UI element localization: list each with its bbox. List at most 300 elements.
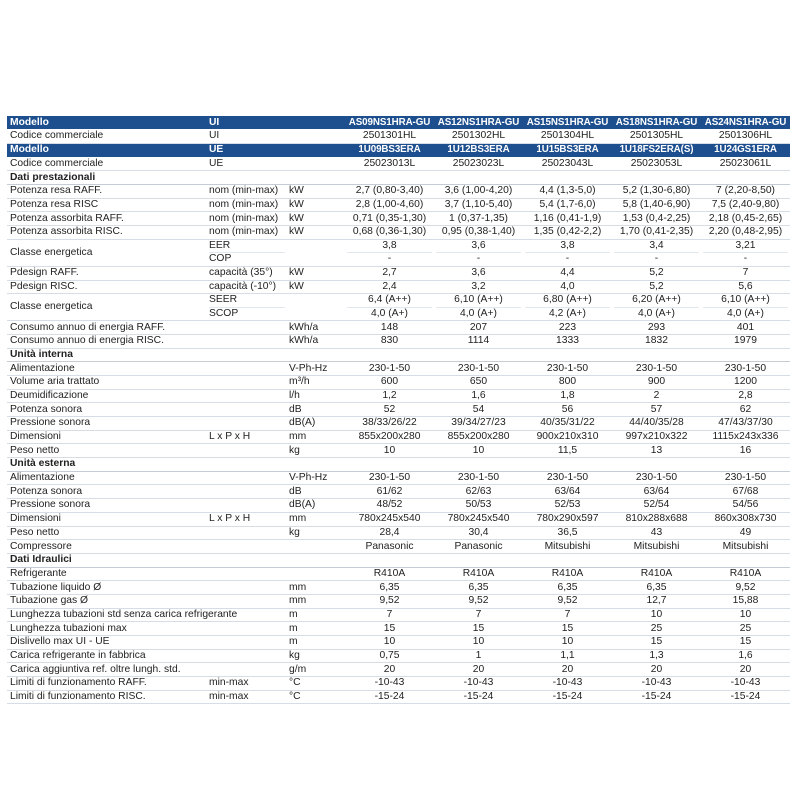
value-cell: 2,7	[345, 266, 434, 280]
value-cell: 40/35/31/22	[523, 417, 612, 431]
row-label: Volume aria trattato	[7, 375, 207, 389]
value-cell: 39/34/27/23	[434, 417, 523, 431]
section-header-row	[7, 458, 790, 472]
row-unit: V-Ph-Hz	[287, 471, 345, 485]
value-cell: 1,2	[345, 389, 434, 403]
value-cell: 780x245x540	[434, 512, 523, 526]
row-spec-line-2: SCOP	[209, 307, 285, 321]
value-cell: 2,7 (0,80-3,40)	[345, 185, 434, 199]
row-unit: m³/h	[287, 375, 345, 389]
value-cell: 20	[523, 663, 612, 677]
value-cell: 7	[434, 608, 523, 622]
row-spec: UI	[207, 116, 287, 130]
row-spec: UI	[207, 130, 287, 144]
row-label: Peso netto	[7, 444, 207, 458]
row-unit: kWh/a	[287, 334, 345, 348]
value-cell: 9,52	[434, 594, 523, 608]
value-cell: 2501301HL	[345, 130, 434, 144]
value-cell: 7	[701, 266, 790, 280]
value-line-2: -	[614, 252, 699, 266]
value-cell: 223	[523, 321, 612, 335]
spec-row	[7, 403, 790, 417]
value-cell: 1979	[701, 334, 790, 348]
value-cell: 2,20 (0,48-2,95)	[701, 226, 790, 240]
row-label: Potenza resa RISC	[7, 198, 207, 212]
row-spec	[207, 540, 287, 554]
row-unit: dB	[287, 485, 345, 499]
section-title: Unità interna	[7, 348, 790, 362]
value-cell: 401	[701, 321, 790, 335]
value-cell: 5,2	[612, 266, 701, 280]
row-label: Consumo annuo di energia RISC.	[7, 334, 207, 348]
value-cell: 1,8	[523, 389, 612, 403]
value-cell: 0,71 (0,35-1,30)	[345, 212, 434, 226]
value-cell: 600	[345, 375, 434, 389]
value-cell: R410A	[345, 567, 434, 581]
value-cell	[523, 239, 612, 266]
spec-row	[7, 512, 790, 526]
value-cell: 1115x243x336	[701, 430, 790, 444]
value-cell: 10	[523, 636, 612, 650]
value-cell: 28,4	[345, 526, 434, 540]
section-title: Dati Idraulici	[7, 553, 790, 567]
row-unit	[287, 130, 345, 144]
row-spec	[207, 594, 287, 608]
value-cell: 52	[345, 403, 434, 417]
row-spec: UE	[207, 143, 287, 157]
value-cell: 67/68	[701, 485, 790, 499]
value-cell	[523, 294, 612, 321]
value-cell: 1 (0,37-1,35)	[434, 212, 523, 226]
model-name-cell: 1U18FS2ERA(S)	[612, 143, 701, 157]
value-cell: 20	[701, 663, 790, 677]
value-line-1: 3,4	[649, 239, 664, 251]
spec-row	[7, 212, 790, 226]
value-cell: 6,35	[612, 581, 701, 595]
spec-row	[7, 198, 790, 212]
value-cell: 15	[434, 622, 523, 636]
value-cell: 5,6	[701, 280, 790, 294]
row-label: Dislivello max UI - UE	[7, 636, 207, 650]
row-unit: °C	[287, 677, 345, 691]
row-spec	[207, 622, 287, 636]
value-cell: 2,4	[345, 280, 434, 294]
row-label: Tubazione liquido Ø	[7, 581, 207, 595]
row-unit: kg	[287, 526, 345, 540]
row-label: Classe energetica	[7, 294, 207, 321]
value-cell: -10-43	[345, 677, 434, 691]
row-spec	[207, 334, 287, 348]
model-name-cell: 1U15BS3ERA	[523, 143, 612, 157]
value-cell: 47/43/37/30	[701, 417, 790, 431]
row-label: Lunghezza tubazioni std senza carica refrigerante	[7, 608, 207, 622]
row-label: Refrigerante	[7, 567, 207, 581]
value-cell: 2,8	[701, 389, 790, 403]
row-label: Potenza assorbita RAFF.	[7, 212, 207, 226]
value-cell: -10-43	[612, 677, 701, 691]
spec-row	[7, 239, 790, 266]
value-line-1: 3,8	[560, 239, 575, 251]
row-unit: kW	[287, 226, 345, 240]
value-cell: 230-1-50	[523, 362, 612, 376]
value-cell: 20	[434, 663, 523, 677]
section-title: Dati prestazionali	[7, 171, 790, 185]
row-unit	[287, 157, 345, 171]
row-label: Modello	[7, 116, 207, 130]
row-spec	[207, 526, 287, 540]
value-cell: 1832	[612, 334, 701, 348]
spec-row	[7, 417, 790, 431]
value-line-2: -	[347, 252, 432, 266]
value-cell: 900x210x310	[523, 430, 612, 444]
value-cell: 9,52	[523, 594, 612, 608]
row-unit: dB(A)	[287, 499, 345, 513]
value-cell: 63/64	[523, 485, 612, 499]
value-cell: 5,4 (1,7-6,0)	[523, 198, 612, 212]
value-cell: 7 (2,20-8,50)	[701, 185, 790, 199]
value-line-2: -	[703, 252, 788, 266]
row-spec	[207, 649, 287, 663]
value-cell: 52/54	[612, 499, 701, 513]
row-unit: kW	[287, 280, 345, 294]
row-label: Codice commerciale	[7, 157, 207, 171]
value-cell: Panasonic	[434, 540, 523, 554]
value-cell	[612, 239, 701, 266]
value-cell: 148	[345, 321, 434, 335]
value-line-2: -	[525, 252, 610, 266]
value-cell	[345, 294, 434, 321]
value-cell: 230-1-50	[345, 362, 434, 376]
value-cell: 61/62	[345, 485, 434, 499]
row-unit: kg	[287, 444, 345, 458]
row-spec-line-2: COP	[209, 252, 285, 266]
value-cell: 49	[701, 526, 790, 540]
value-cell: 230-1-50	[345, 471, 434, 485]
row-spec	[207, 417, 287, 431]
value-cell: -15-24	[701, 690, 790, 704]
value-cell: 780x290x597	[523, 512, 612, 526]
spec-row	[7, 130, 790, 144]
value-cell: 25023061L	[701, 157, 790, 171]
row-unit: dB(A)	[287, 417, 345, 431]
spec-row	[7, 608, 790, 622]
row-spec	[207, 321, 287, 335]
value-cell: 650	[434, 375, 523, 389]
value-cell: 900	[612, 375, 701, 389]
row-unit	[287, 294, 345, 321]
spec-row	[7, 499, 790, 513]
row-spec	[207, 362, 287, 376]
value-cell: 6,35	[434, 581, 523, 595]
row-label: Pressione sonora	[7, 499, 207, 513]
value-line-2: -	[436, 252, 521, 266]
value-cell: 4,4	[523, 266, 612, 280]
spec-row	[7, 540, 790, 554]
value-cell: -10-43	[434, 677, 523, 691]
value-line-1: 6,10 (A++)	[454, 294, 503, 306]
value-cell: 63/64	[612, 485, 701, 499]
row-spec: capacità (35°)	[207, 266, 287, 280]
value-cell: 54/56	[701, 499, 790, 513]
value-cell: 1,6	[701, 649, 790, 663]
spec-row	[7, 690, 790, 704]
value-cell	[701, 239, 790, 266]
value-cell: 15,88	[701, 594, 790, 608]
value-cell: -10-43	[701, 677, 790, 691]
model-name-cell: 1U09BS3ERA	[345, 143, 434, 157]
value-cell: 7	[345, 608, 434, 622]
value-cell: 5,2	[612, 280, 701, 294]
row-label: Pdesign RISC.	[7, 280, 207, 294]
value-cell: 230-1-50	[701, 471, 790, 485]
value-cell: 11,5	[523, 444, 612, 458]
value-cell: 1,53 (0,4-2,25)	[612, 212, 701, 226]
value-cell: 25	[612, 622, 701, 636]
row-spec	[207, 444, 287, 458]
value-cell: 9,52	[701, 581, 790, 595]
value-cell: 830	[345, 334, 434, 348]
value-cell: 25023043L	[523, 157, 612, 171]
row-spec: capacità (-10°)	[207, 280, 287, 294]
value-cell	[612, 294, 701, 321]
row-label: Dimensioni	[7, 430, 207, 444]
value-cell: -10-43	[523, 677, 612, 691]
spec-row	[7, 567, 790, 581]
value-cell	[701, 294, 790, 321]
value-cell: 855x200x280	[434, 430, 523, 444]
value-line-1: 3,21	[735, 239, 756, 251]
row-unit: mm	[287, 594, 345, 608]
value-cell: 52/53	[523, 499, 612, 513]
model-name-cell: AS24NS1HRA-GU	[701, 116, 790, 130]
value-cell: R410A	[523, 567, 612, 581]
value-line-2: 4,0 (A+)	[436, 307, 521, 321]
value-cell: 1,35 (0,42-2,2)	[523, 226, 612, 240]
row-spec: nom (min-max)	[207, 212, 287, 226]
model-name-cell: AS12NS1HRA-GU	[434, 116, 523, 130]
row-spec: nom (min-max)	[207, 198, 287, 212]
value-cell: 997x210x322	[612, 430, 701, 444]
row-label: Limiti di funzionamento RISC.	[7, 690, 207, 704]
value-line-1: 3,8	[382, 239, 397, 251]
row-unit	[287, 116, 345, 130]
value-cell: 3,6	[434, 266, 523, 280]
value-cell: 10	[701, 608, 790, 622]
section-header-row	[7, 348, 790, 362]
value-cell: 855x200x280	[345, 430, 434, 444]
row-unit: g/m	[287, 663, 345, 677]
value-cell: 4,0	[523, 280, 612, 294]
value-cell: R410A	[434, 567, 523, 581]
value-cell	[345, 239, 434, 266]
spec-row	[7, 581, 790, 595]
value-cell: 2	[612, 389, 701, 403]
value-cell: 0,68 (0,36-1,30)	[345, 226, 434, 240]
spec-row	[7, 157, 790, 171]
row-spec-line-1: SEER	[209, 294, 238, 306]
model-name-cell: 1U24GS1ERA	[701, 143, 790, 157]
row-label: Carica refrigerante in fabbrica	[7, 649, 207, 663]
row-unit: kW	[287, 266, 345, 280]
value-cell: 1,16 (0,41-1,9)	[523, 212, 612, 226]
value-cell: 16	[701, 444, 790, 458]
value-cell: Mitsubishi	[701, 540, 790, 554]
value-cell: 15	[701, 636, 790, 650]
row-label: Lunghezza tubazioni max	[7, 622, 207, 636]
value-cell: 3,6 (1,00-4,20)	[434, 185, 523, 199]
value-cell: 25	[701, 622, 790, 636]
value-cell: 62	[701, 403, 790, 417]
row-unit	[287, 540, 345, 554]
value-cell: 13	[612, 444, 701, 458]
value-cell: 43	[612, 526, 701, 540]
row-spec: L x P x H	[207, 512, 287, 526]
value-cell: 12,7	[612, 594, 701, 608]
value-cell: 44/40/35/28	[612, 417, 701, 431]
row-unit: °C	[287, 690, 345, 704]
row-label: Classe energetica	[7, 239, 207, 266]
value-cell: 54	[434, 403, 523, 417]
row-unit: kW	[287, 212, 345, 226]
value-cell: 10	[434, 444, 523, 458]
spec-row	[7, 636, 790, 650]
value-cell: 230-1-50	[612, 471, 701, 485]
spec-row	[7, 663, 790, 677]
row-label: Dimensioni	[7, 512, 207, 526]
value-line-2: 4,0 (A+)	[703, 307, 788, 321]
row-unit: mm	[287, 581, 345, 595]
row-label: Potenza sonora	[7, 485, 207, 499]
spec-row	[7, 321, 790, 335]
row-unit: l/h	[287, 389, 345, 403]
row-label: Limiti di funzionamento RAFF.	[7, 677, 207, 691]
value-cell: 15	[345, 622, 434, 636]
row-spec	[207, 581, 287, 595]
value-cell: 56	[523, 403, 612, 417]
row-unit: mm	[287, 430, 345, 444]
row-unit: m	[287, 622, 345, 636]
row-spec-line-1: EER	[209, 239, 231, 251]
value-cell: 48/52	[345, 499, 434, 513]
value-cell: 25023013L	[345, 157, 434, 171]
value-cell: 1,1	[523, 649, 612, 663]
value-line-2: 4,0 (A+)	[347, 307, 432, 321]
value-cell: Mitsubishi	[612, 540, 701, 554]
value-cell: 0,95 (0,38-1,40)	[434, 226, 523, 240]
spec-row	[7, 389, 790, 403]
spec-row	[7, 444, 790, 458]
value-cell: 1200	[701, 375, 790, 389]
row-spec: min-max	[207, 677, 287, 691]
value-cell: 3,7 (1,10-5,40)	[434, 198, 523, 212]
model-header-row	[7, 143, 790, 157]
row-label: Potenza assorbita RISC.	[7, 226, 207, 240]
value-cell: 1	[434, 649, 523, 663]
value-line-1: 6,20 (A++)	[632, 294, 681, 306]
value-cell: 5,2 (1,30-6,80)	[612, 185, 701, 199]
row-spec	[207, 389, 287, 403]
spec-row	[7, 677, 790, 691]
value-cell: Mitsubishi	[523, 540, 612, 554]
section-title: Unità esterna	[7, 458, 790, 472]
row-spec: L x P x H	[207, 430, 287, 444]
model-header-row	[7, 116, 790, 130]
value-cell: 20	[345, 663, 434, 677]
row-label: Pdesign RAFF.	[7, 266, 207, 280]
row-spec	[207, 375, 287, 389]
spec-row	[7, 266, 790, 280]
value-cell: -15-24	[612, 690, 701, 704]
value-line-1: 6,4 (A++)	[368, 294, 411, 306]
row-unit	[287, 143, 345, 157]
value-cell: 10	[434, 636, 523, 650]
value-cell: 230-1-50	[701, 362, 790, 376]
value-cell: 62/63	[434, 485, 523, 499]
spec-row	[7, 622, 790, 636]
row-spec	[207, 567, 287, 581]
value-cell: 207	[434, 321, 523, 335]
model-name-cell: AS18NS1HRA-GU	[612, 116, 701, 130]
row-unit: mm	[287, 512, 345, 526]
spec-row	[7, 526, 790, 540]
spec-row	[7, 471, 790, 485]
row-unit	[287, 567, 345, 581]
model-name-cell: AS09NS1HRA-GU	[345, 116, 434, 130]
value-cell: 3,2	[434, 280, 523, 294]
value-cell: 5,8 (1,40-6,90)	[612, 198, 701, 212]
spec-row	[7, 185, 790, 199]
row-label: Compressore	[7, 540, 207, 554]
spec-row	[7, 334, 790, 348]
spec-table	[7, 116, 790, 704]
row-unit: m	[287, 608, 345, 622]
value-cell: -15-24	[434, 690, 523, 704]
spec-row	[7, 594, 790, 608]
value-cell: 2501306HL	[701, 130, 790, 144]
row-spec: UE	[207, 157, 287, 171]
value-line-2: 4,2 (A+)	[525, 307, 610, 321]
value-cell: 15	[523, 622, 612, 636]
value-cell: 2501304HL	[523, 130, 612, 144]
row-spec: nom (min-max)	[207, 185, 287, 199]
value-cell: 2,8 (1,00-4,60)	[345, 198, 434, 212]
value-cell: 1114	[434, 334, 523, 348]
row-spec: min-max	[207, 690, 287, 704]
value-cell: 293	[612, 321, 701, 335]
row-spec	[207, 294, 287, 321]
value-cell: 10	[612, 608, 701, 622]
row-spec	[207, 239, 287, 266]
row-label: Deumidificazione	[7, 389, 207, 403]
value-cell: 800	[523, 375, 612, 389]
section-header-row	[7, 171, 790, 185]
value-cell: 15	[612, 636, 701, 650]
value-cell: 30,4	[434, 526, 523, 540]
spec-row	[7, 375, 790, 389]
value-cell: 230-1-50	[523, 471, 612, 485]
row-unit: V-Ph-Hz	[287, 362, 345, 376]
row-unit	[287, 239, 345, 266]
value-cell: R410A	[612, 567, 701, 581]
value-cell: 7,5 (2,40-9,80)	[701, 198, 790, 212]
row-spec	[207, 471, 287, 485]
value-cell: 810x288x688	[612, 512, 701, 526]
row-label: Peso netto	[7, 526, 207, 540]
row-unit: kW	[287, 185, 345, 199]
value-cell: 230-1-50	[434, 362, 523, 376]
value-cell: 2,18 (0,45-2,65)	[701, 212, 790, 226]
row-label: Codice commerciale	[7, 130, 207, 144]
